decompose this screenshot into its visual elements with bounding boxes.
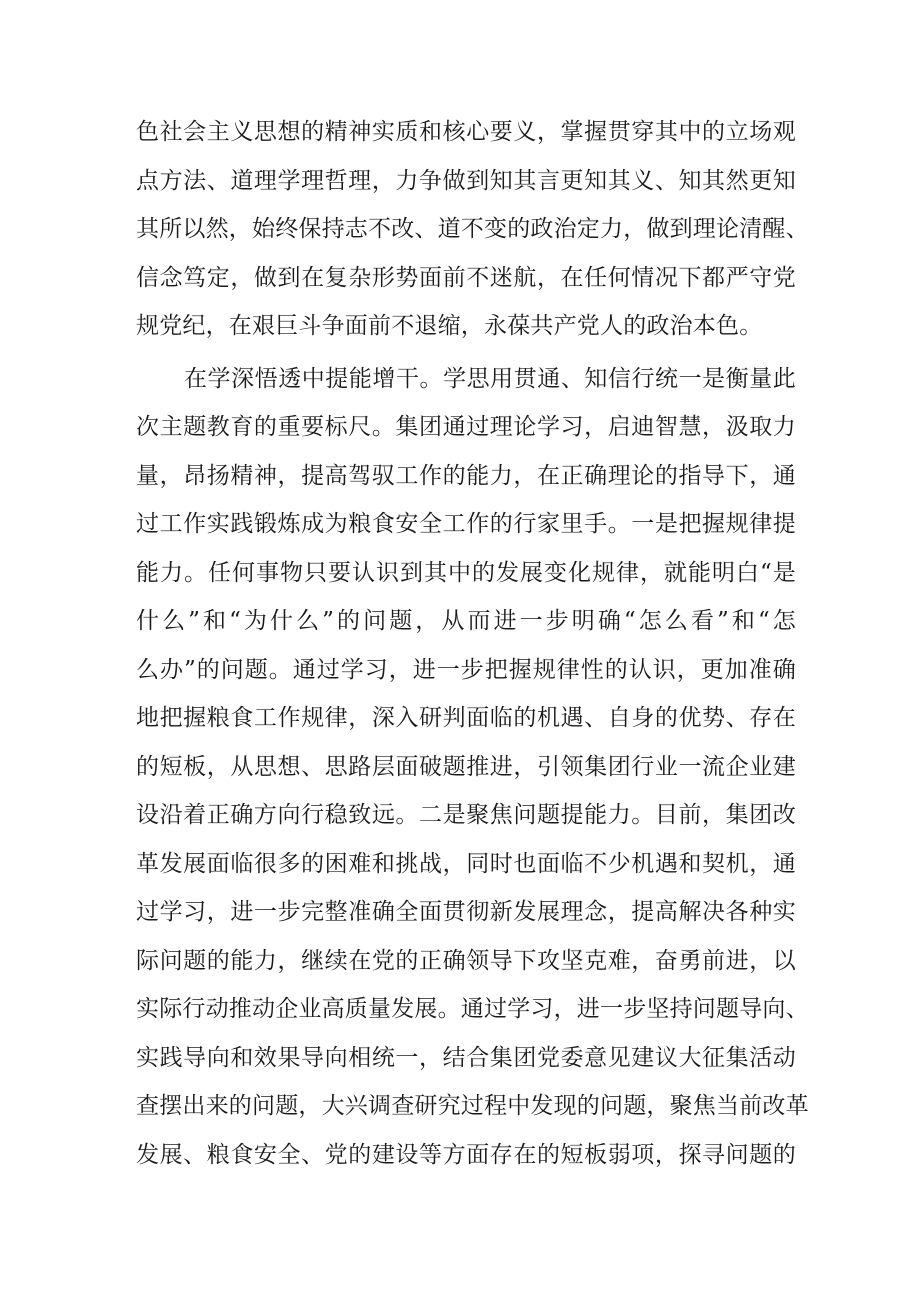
- text-line: 其所以然，始终保持志不改、道不变的政治定力，做到理论清醒、: [136, 216, 809, 242]
- text-line: 查摆出来的问题，大兴调查研究过程中发现的问题，聚焦当前改革: [136, 1093, 809, 1119]
- text-line: 过学习，进一步完整准确全面贯彻新发展理念，提高解决各种实: [136, 899, 796, 925]
- text-line: 革发展面临很多的困难和挑战，同时也面临不少机遇和契机，通: [136, 850, 796, 877]
- text-line: 地把握粮食工作规律，深入研判面临的机遇、自身的优势、存在: [136, 705, 796, 731]
- text-line: 规党纪，在艰巨斗争面前不退缩，永葆共产党人的政治本色。: [136, 313, 763, 339]
- text-line: 实际行动推动企业高质量发展。通过学习，进一步坚持问题导向、: [136, 996, 809, 1022]
- text-line: 次主题教育的重要标尺。集团通过理论学习，启迪智慧，汲取力: [136, 414, 796, 440]
- text-line: 点方法、道理学理哲理，力争做到知其言更知其义、知其然更知: [136, 167, 796, 194]
- paragraph-2: [136, 355, 809, 1180]
- text-line: 发展、粮食安全、党的建设等方面存在的短板弱项，探寻问题的: [136, 1141, 796, 1168]
- body-text: [136, 108, 809, 1179]
- text-line: 过工作实践锻炼成为粮食安全工作的行家里手。一是把握规律提: [136, 511, 796, 537]
- text-line: 实践导向和效果导向相统一，结合集团党委意见建议大征集活动: [136, 1044, 796, 1071]
- text-line: 色社会主义思想的精神实质和核心要义，掌握贯穿其中的立场观: [136, 119, 796, 145]
- text-line: 么办”的问题。通过学习，进一步把握规律性的认识，更加准确: [136, 656, 796, 683]
- text-line: 在学深悟透中提能增干。学思用贯通、知信行统一是衡量此: [184, 365, 796, 392]
- text-line: 际问题的能力，继续在党的正确领导下攻坚克难，奋勇前进，以: [136, 947, 796, 974]
- text-line: 信念笃定，做到在复杂形势面前不迷航，在任何情况下都严守党: [136, 264, 796, 291]
- text-line: 量，昂扬精神，提高驾驭工作的能力，在正确理论的指导下，通: [136, 462, 796, 489]
- text-line: 设沿着正确方向行稳致远。二是聚焦问题提能力。目前，集团改: [136, 802, 796, 828]
- text-line: 什么”和“为什么”的问题，从而进一步明确“怎么看”和“怎: [136, 608, 796, 634]
- text-line: 能力。任何事物只要认识到其中的发展变化规律，就能明白“是: [136, 559, 796, 586]
- paragraph-1: [136, 108, 809, 351]
- text-line: 的短板，从思想、思路层面破题推进，引领集团行业一流企业建: [136, 753, 796, 780]
